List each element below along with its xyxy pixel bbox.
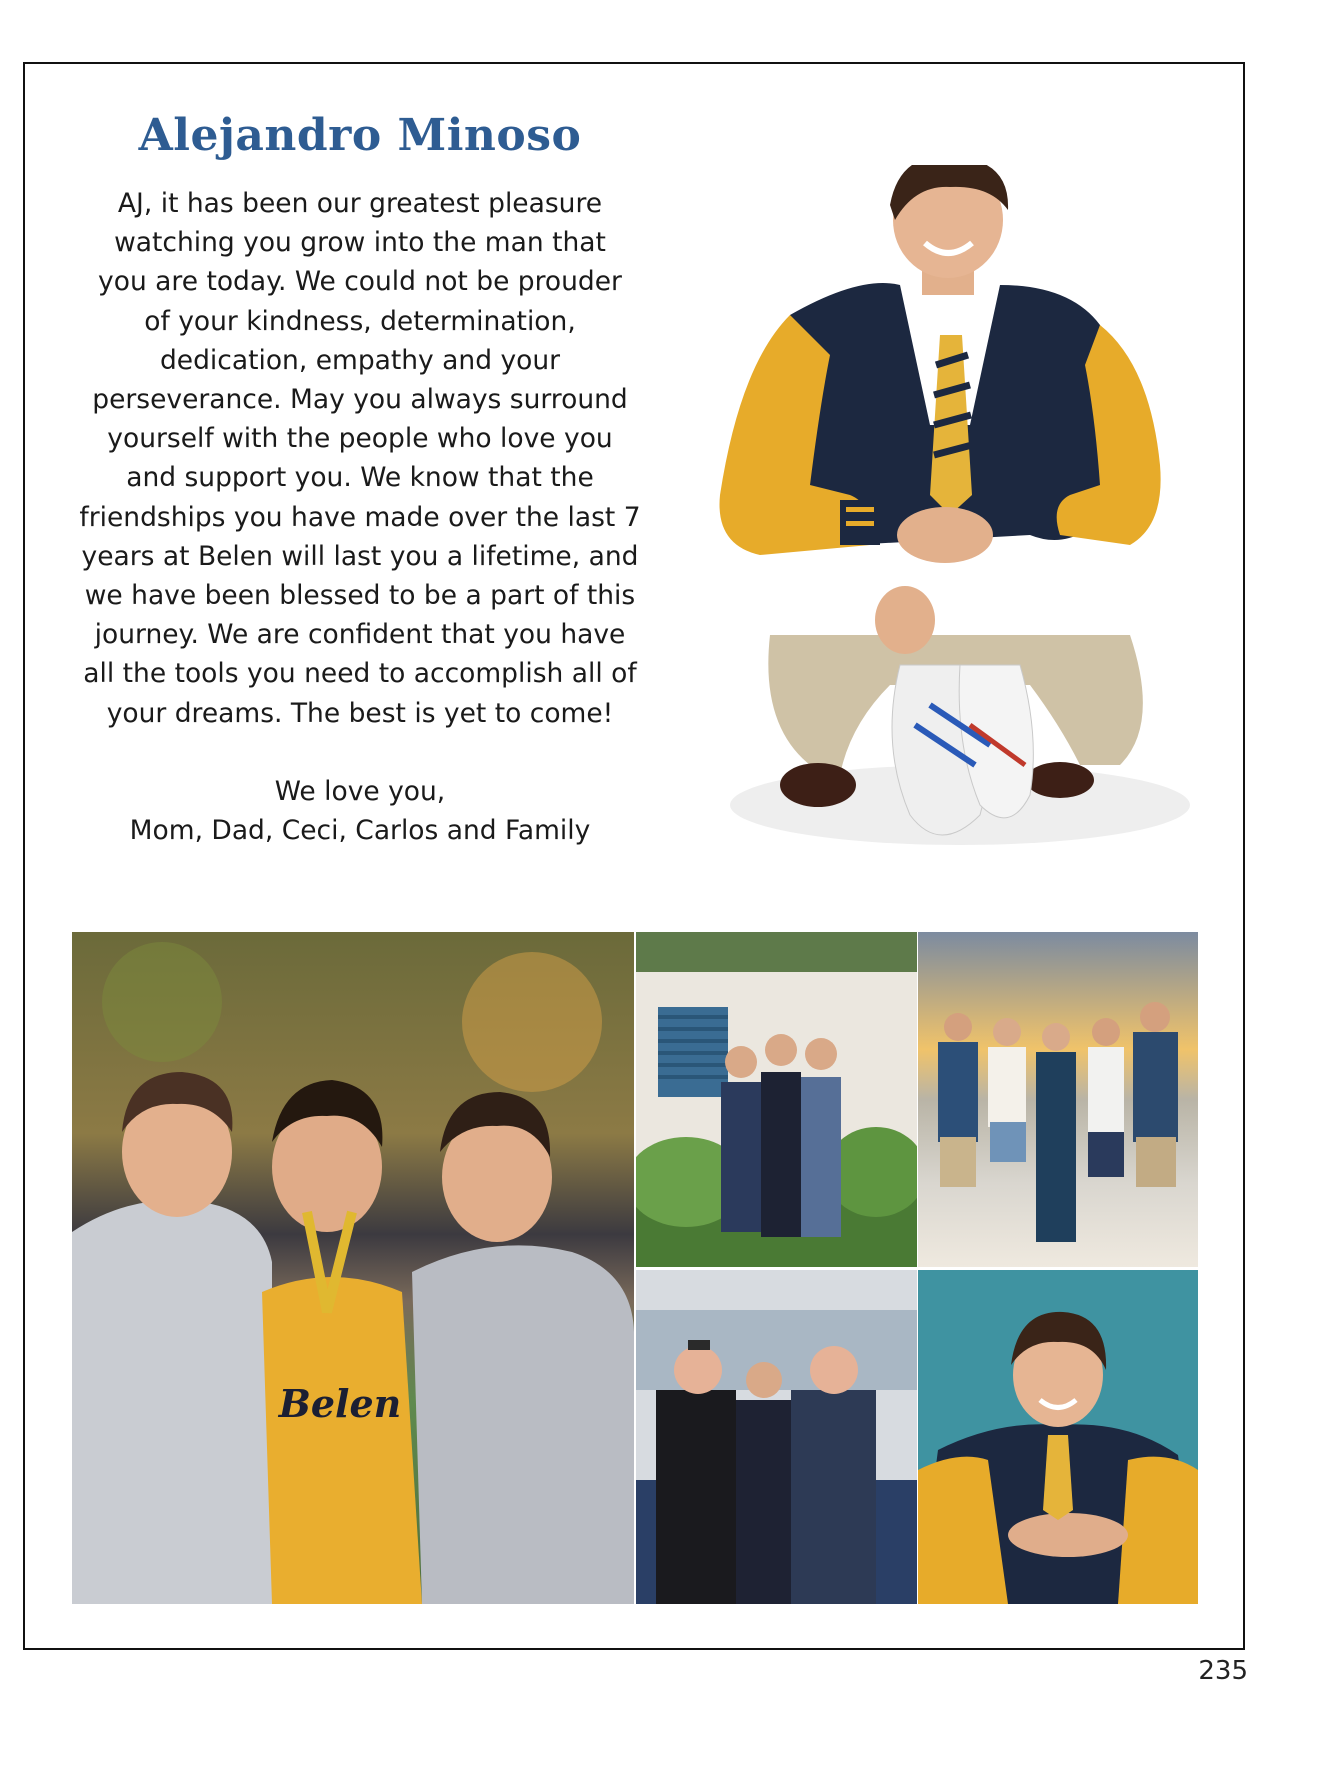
message-line: perseverance. May you always surround xyxy=(92,384,628,416)
message-line: journey. We are confident that you have xyxy=(94,619,626,651)
runner-shirt-text: Belen xyxy=(278,1381,402,1426)
signoff-greeting: We love you, xyxy=(274,776,446,807)
suits-outside-house-photo xyxy=(636,932,917,1267)
message-line: friendships you have made over the last 7 xyxy=(79,501,641,533)
message-line: and support you. We know that the xyxy=(126,462,594,494)
page-number: 235 xyxy=(1198,1656,1248,1686)
ring-ceremony-photo xyxy=(636,1270,917,1604)
senior-portrait-photo xyxy=(700,165,1210,925)
signoff xyxy=(62,772,658,850)
page-title: Alejandro Minoso xyxy=(138,110,582,161)
message-line: your dreams. The best is yet to come! xyxy=(106,697,614,729)
signoff-family: Mom, Dad, Ceci, Carlos and Family xyxy=(129,815,591,846)
tribute-message xyxy=(62,184,658,733)
message-line: dedication, empathy and your xyxy=(159,344,561,376)
runners-medals-photo xyxy=(72,932,634,1604)
studio-portrait-photo xyxy=(918,1270,1198,1604)
message-line: watching you grow into the man that xyxy=(114,227,606,259)
message-line: of your kindness, determination, xyxy=(144,305,576,337)
message-line: AJ, it has been our greatest pleasure xyxy=(117,188,603,219)
message-line: we have been blessed to be a part of this xyxy=(84,580,636,612)
message-line: all the tools you need to accomplish all of xyxy=(83,658,637,690)
message-line: you are today. We could not be prouder xyxy=(98,266,622,298)
message-line: yourself with the people who love you xyxy=(107,423,613,455)
family-beach-photo xyxy=(918,932,1198,1267)
message-line: years at Belen will last you a lifetime, and xyxy=(81,540,639,572)
